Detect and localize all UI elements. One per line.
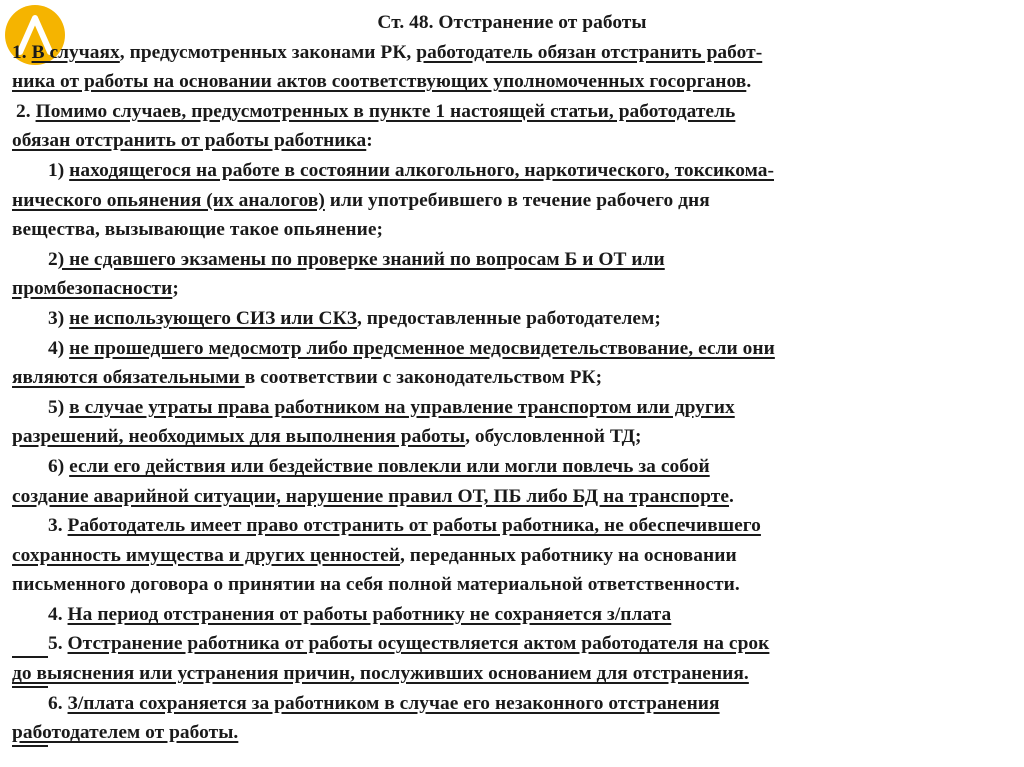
- item-5-text-c: , обусловленной ТД;: [465, 426, 642, 448]
- item-4-text-b: являются обязательными: [12, 367, 245, 389]
- paragraph-3-line-2: [12, 541, 1012, 571]
- paragraph-4-number: 4.: [48, 603, 68, 625]
- item-2-text-c: ;: [172, 278, 179, 300]
- paragraph-5-line-1: [12, 629, 1012, 659]
- paragraph-1-text-b: , предусмотренных законами РК,: [119, 41, 417, 63]
- paragraph-1-text-d: ника от работы на основании актов соответствующих уполномоченных госорганов: [12, 71, 747, 93]
- paragraph-2-number: 2.: [16, 100, 31, 122]
- item-5-text-b: разрешений, необходимых для выполнения работы: [12, 426, 466, 448]
- item-5-line-2: [12, 422, 1012, 452]
- item-2-text-b: промбезопасности: [12, 278, 173, 300]
- item-4-number: 4): [48, 337, 70, 359]
- item-1-text-c: или употребившего в течение рабочего дня: [324, 189, 710, 211]
- paragraph-1-number: 1.: [12, 41, 27, 63]
- paragraph-4-line-1: [12, 600, 1012, 630]
- paragraph-1-line-2: [12, 67, 1012, 97]
- paragraph-3-text-d: письменного договора о принятии на себя полной материальной ответственности.: [12, 574, 740, 596]
- item-3-text-b: , предоставленные работодателем;: [356, 307, 661, 329]
- paragraph-6-line-1: [12, 689, 1012, 719]
- paragraph-1-line-1: [12, 38, 1012, 68]
- indent-underline-paragraph-5: [12, 686, 48, 688]
- paragraph-2-text-a: Помимо случаев, предусмотренных в пункте 1 настоящей статьи, работодатель: [35, 100, 736, 122]
- item-6-text-c: .: [729, 485, 734, 507]
- paragraph-5-line-2: [12, 659, 1012, 689]
- item-2-text-a: ) не сдавшего экзамены по проверке знаний по вопросам Б и ОТ или: [57, 248, 665, 270]
- paragraph-1-text-c: работодатель обязан отстранить работ-: [416, 41, 763, 63]
- item-4-line-2: [12, 363, 1012, 393]
- item-6-line-2: [12, 482, 1012, 512]
- item-1-text-d: вещества, вызывающие такое опьянение;: [12, 219, 383, 241]
- item-5-text-a: в случае утраты права работником на управление транспортом или других: [69, 396, 735, 418]
- paragraph-5-text-a: Отстранение работника от работы осуществляется актом работодателя на срок: [67, 633, 770, 655]
- paragraph-1-text-a: В случаях: [31, 41, 120, 63]
- item-4-text-a: не прошедшего медосмотр либо предсменное медосвидетельствование, если они: [69, 337, 775, 359]
- paragraph-5-text-b: до выяснения или устранения причин, послуживших основанием для отстранения.: [12, 663, 749, 685]
- item-2-line-1: [12, 245, 1012, 275]
- item-5-number: 5): [48, 396, 70, 418]
- item-1-text-b: нического опьянения (их аналогов): [12, 189, 325, 211]
- paragraph-3-line-3: [12, 570, 1012, 600]
- paragraph-6-text-a: З/плата сохраняется за работником в случае его незаконного отстранения: [67, 692, 720, 714]
- paragraph-5-number: 5.: [48, 633, 68, 655]
- paragraph-2-text-c: :: [366, 130, 373, 152]
- paragraph-3-text-c: , переданных работнику на основании: [400, 544, 737, 566]
- item-6-text-b: создание аварийной ситуации, нарушение правил ОТ, ПБ либо БД на транспорте: [12, 485, 729, 507]
- item-4-text-c: в соответствии с законодательством РК;: [244, 367, 603, 389]
- paragraph-4-text-a: На период отстранения от работы работнику не сохраняется з/плата: [67, 603, 672, 625]
- paragraph-3-number: 3.: [48, 515, 68, 537]
- paragraph-3-text-b: сохранность имущества и других ценностей: [12, 544, 401, 566]
- document-body: [12, 8, 1012, 748]
- paragraph-2-line-2: [12, 126, 1012, 156]
- item-2-number: 2: [48, 248, 58, 270]
- paragraph-2-line-1: [12, 97, 1012, 127]
- item-3-number: 3): [48, 307, 70, 329]
- item-1-text-a: находящегося на работе в состоянии алкогольного, наркотического, токсикома-: [69, 159, 774, 181]
- item-1-line-2: [12, 186, 1012, 216]
- paragraph-6-line-2: [12, 718, 1012, 748]
- item-6-line-1: [12, 452, 1012, 482]
- item-5-line-1: [12, 393, 1012, 423]
- paragraph-2-text-b: обязан отстранить от работы работника: [12, 130, 367, 152]
- article-title: Ст. 48. Отстранение от работы: [377, 12, 647, 33]
- item-1-line-1: [12, 156, 1012, 186]
- indent-underline-paragraph-4: [12, 656, 48, 658]
- paragraph-1-text-e: .: [746, 71, 752, 93]
- indent-underline-paragraph-6: [12, 745, 48, 747]
- item-6-text-a: если его действия или бездействие повлекли или могли повлечь за собой: [69, 455, 710, 477]
- paragraph-3-text-a: Работодатель имеет право отстранить от работы работника, не обеспечившего: [67, 515, 761, 537]
- paragraph-6-number: 6.: [48, 692, 68, 714]
- item-3-text-a: не использующего СИЗ или СКЗ: [69, 307, 357, 329]
- paragraph-6-text-b: работодателем от работы.: [12, 722, 239, 744]
- item-1-line-3: [12, 215, 1012, 245]
- item-6-number: 6): [48, 455, 70, 477]
- item-1-number: 1): [48, 159, 70, 181]
- item-4-line-1: [12, 334, 1012, 364]
- item-2-line-2: [12, 274, 1012, 304]
- item-3-line-1: [12, 304, 1012, 334]
- paragraph-3-line-1: [12, 511, 1012, 541]
